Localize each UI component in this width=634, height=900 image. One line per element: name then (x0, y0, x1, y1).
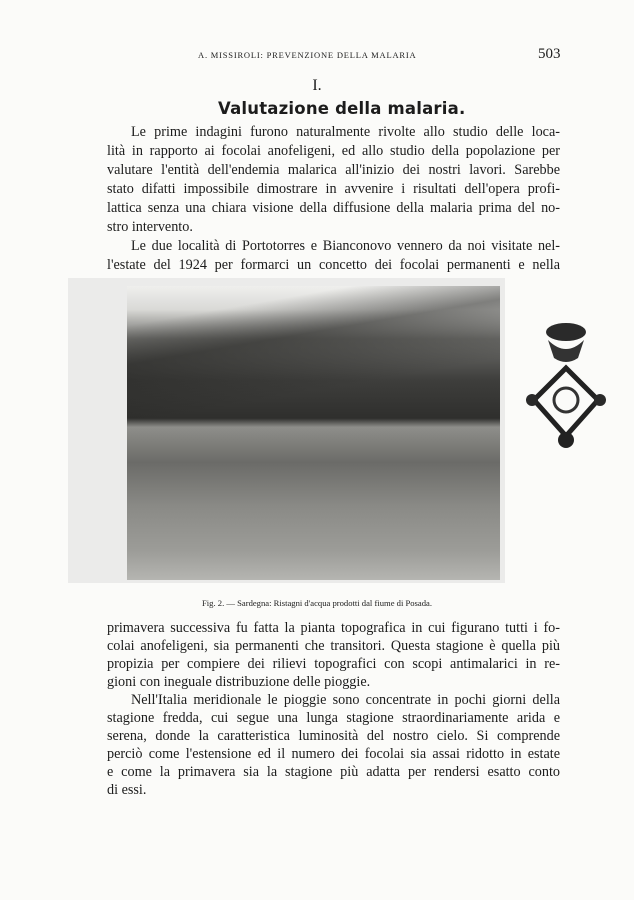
text-line: gioni con ineguale distribuzione delle pioggie. (107, 674, 371, 690)
text-line: stagione fredda, cui segue una lunga stagione straordinariamente arida e (107, 710, 560, 726)
page-number: 503 (538, 46, 561, 62)
text-line: stro intervento. (107, 219, 193, 235)
text-line: primavera successiva fu fatta la pianta topografica in cui figurano tutti i fo- (107, 620, 560, 636)
figure-photo-stagnant-water (127, 286, 500, 580)
section-number: I. (312, 77, 322, 94)
text-line: colai anofeligeni, sia permanenti che transitori. Questa stagione è quella più (107, 638, 560, 654)
figure-caption: Fig. 2. — Sardegna: Ristagni d'acqua prodotti dal fiume di Posada. (202, 598, 432, 608)
text-line: perciò come l'estensione ed il numero dei focolai sia assai ridotto in estate (107, 746, 560, 762)
text-line: Le prime indagini furono naturalmente rivolte allo studio delle loca- (131, 124, 560, 140)
text-line: lattica senza una chiara visione della diffusione della malaria prima del no- (107, 200, 560, 216)
text-block-before (107, 123, 560, 275)
text-line: di essi. (107, 782, 147, 798)
text-line: stato difatti impossibile dimostrare in avvenire i risultati dell'opera profi- (107, 181, 560, 197)
text-line: Le due località di Portotorres e Bianconovo vennero da noi visitate nel- (131, 238, 560, 254)
section-title: Valutazione della malaria. (218, 99, 466, 118)
running-header: A. MISSIROLI: PREVENZIONE DELLA MALARIA (198, 50, 417, 60)
text-line: Nell'Italia meridionale le pioggie sono concentrate in pochi giorni della (131, 692, 560, 708)
text-block-after (107, 619, 560, 799)
text-line: propizia per compiere dei rilievi topografici con scopi antimalarici in re- (107, 656, 560, 672)
text-line: serena, donde la caratteristica luminosità del nostro cielo. Si comprende (107, 728, 560, 744)
text-line: valutare l'entità dell'endemia malarica all'inizio dei nostri lavori. Sarebbe (107, 162, 560, 178)
library-stamp-icon (518, 318, 618, 453)
text-line: lità in rapporto ai focolai anofeligeni, ed allo studio della popolazione per (107, 143, 560, 159)
text-line: l'estate del 1924 per formarci un concetto dei focolai permanenti e nella (107, 257, 560, 273)
text-line: e come la primavera sia la stagione più adatta per rendersi esatto conto (107, 764, 560, 780)
